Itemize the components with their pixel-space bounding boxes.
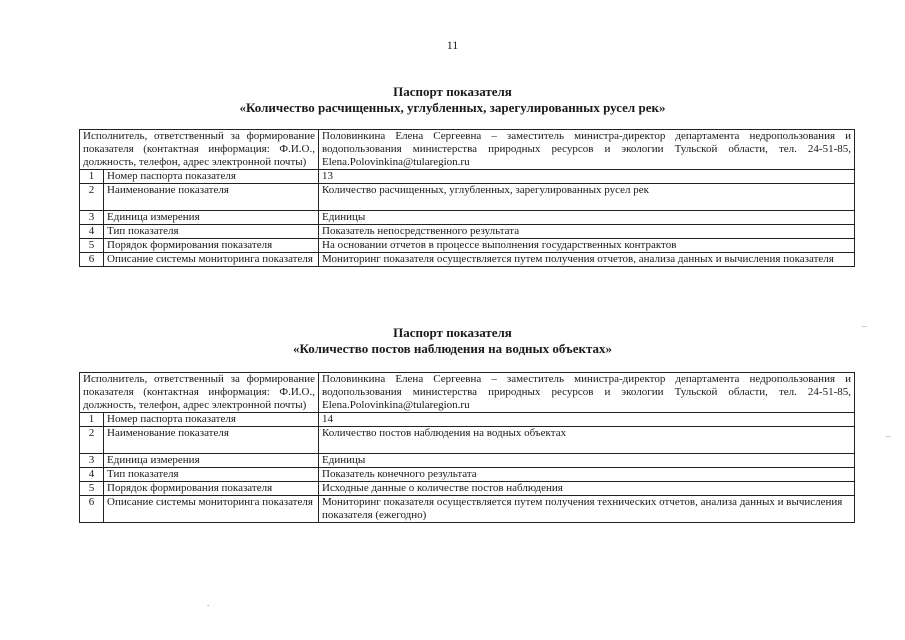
row-value: На основании отчетов в процессе выполнения государственных контрактов bbox=[319, 239, 855, 253]
passport-table-2 bbox=[79, 372, 855, 523]
row-value: Показатель конечного результата bbox=[319, 468, 855, 482]
passport-heading: Паспорт показателя bbox=[393, 84, 512, 99]
table-row bbox=[80, 239, 855, 253]
table-row bbox=[80, 225, 855, 239]
table-row bbox=[80, 184, 855, 211]
row-label: Порядок формирования показателя bbox=[104, 239, 319, 253]
row-label: Порядок формирования показателя bbox=[104, 482, 319, 496]
passport-heading: Паспорт показателя bbox=[393, 325, 512, 340]
row-number: 2 bbox=[80, 184, 104, 211]
table-row bbox=[80, 427, 855, 454]
row-label: Номер паспорта показателя bbox=[104, 413, 319, 427]
row-label: Тип показателя bbox=[104, 468, 319, 482]
row-value: Количество расчищенных, углубленных, зарегулированных русел рек bbox=[319, 184, 855, 211]
row-value: Мониторинг показателя осуществляется путем получения отчетов, анализа данных и вычисления показателя bbox=[319, 253, 855, 267]
row-number: 3 bbox=[80, 211, 104, 225]
responsible-value: Половинкина Елена Сергеевна – заместитель министра-директор департамента недропользования и водопользования министерства природных ресурсов и экологии Тульской области, тел. 24-51-85, Elena.Polovinkina@tularegion.ru bbox=[319, 130, 855, 170]
row-value: Количество постов наблюдения на водных объектах bbox=[319, 427, 855, 454]
row-number: 2 bbox=[80, 427, 104, 454]
row-value: Мониторинг показателя осуществляется путем получения технических отчетов, анализа данных и вычисления показателя (ежегодно) bbox=[319, 496, 855, 523]
table-row-responsible bbox=[80, 130, 855, 170]
row-number: 6 bbox=[80, 496, 104, 523]
table-row-responsible bbox=[80, 373, 855, 413]
responsible-label: Исполнитель, ответственный за формирование показателя (контактная информация: Ф.И.О., должность, телефон, адрес электронной почты) bbox=[80, 373, 319, 413]
row-label: Номер паспорта показателя bbox=[104, 170, 319, 184]
responsible-label: Исполнитель, ответственный за формирование показателя (контактная информация: Ф.И.О., должность, телефон, адрес электронной почты) bbox=[80, 130, 319, 170]
row-value: Исходные данные о количестве постов наблюдения bbox=[319, 482, 855, 496]
scan-speck: _ bbox=[886, 428, 891, 438]
scan-speck: _ bbox=[862, 318, 867, 328]
table-row bbox=[80, 496, 855, 523]
table-row bbox=[80, 454, 855, 468]
table-row bbox=[80, 253, 855, 267]
row-number: 5 bbox=[80, 239, 104, 253]
scan-speck: . bbox=[207, 598, 210, 608]
row-value: 14 bbox=[319, 413, 855, 427]
row-label: Наименование показателя bbox=[104, 427, 319, 454]
row-number: 5 bbox=[80, 482, 104, 496]
row-value: 13 bbox=[319, 170, 855, 184]
responsible-value: Половинкина Елена Сергеевна – заместитель министра-директор департамента недропользования и водопользования министерства природных ресурсов и экологии Тульской области, тел. 24-51-85, Elena.Polovinkina@tularegion.ru bbox=[319, 373, 855, 413]
passport-title-1 bbox=[0, 84, 905, 116]
passport-title-2 bbox=[0, 325, 905, 357]
table-row bbox=[80, 482, 855, 496]
row-number: 4 bbox=[80, 225, 104, 239]
passport-indicator-name: «Количество расчищенных, углубленных, зарегулированных русел рек» bbox=[239, 100, 666, 115]
row-label: Единица измерения bbox=[104, 454, 319, 468]
row-number: 6 bbox=[80, 253, 104, 267]
row-value: Единицы bbox=[319, 211, 855, 225]
row-label: Описание системы мониторинга показателя bbox=[104, 496, 319, 523]
row-number: 1 bbox=[80, 413, 104, 427]
passport-indicator-name: «Количество постов наблюдения на водных объектах» bbox=[293, 341, 612, 356]
page-number: 11 bbox=[446, 38, 459, 52]
table-row bbox=[80, 211, 855, 225]
row-value: Показатель непосредственного результата bbox=[319, 225, 855, 239]
table-row bbox=[80, 413, 855, 427]
row-label: Единица измерения bbox=[104, 211, 319, 225]
row-value: Единицы bbox=[319, 454, 855, 468]
row-number: 4 bbox=[80, 468, 104, 482]
row-label: Наименование показателя bbox=[104, 184, 319, 211]
row-number: 1 bbox=[80, 170, 104, 184]
row-label: Тип показателя bbox=[104, 225, 319, 239]
row-label: Описание системы мониторинга показателя bbox=[104, 253, 319, 267]
passport-table-1 bbox=[79, 129, 855, 267]
table-row bbox=[80, 170, 855, 184]
row-number: 3 bbox=[80, 454, 104, 468]
table-row bbox=[80, 468, 855, 482]
